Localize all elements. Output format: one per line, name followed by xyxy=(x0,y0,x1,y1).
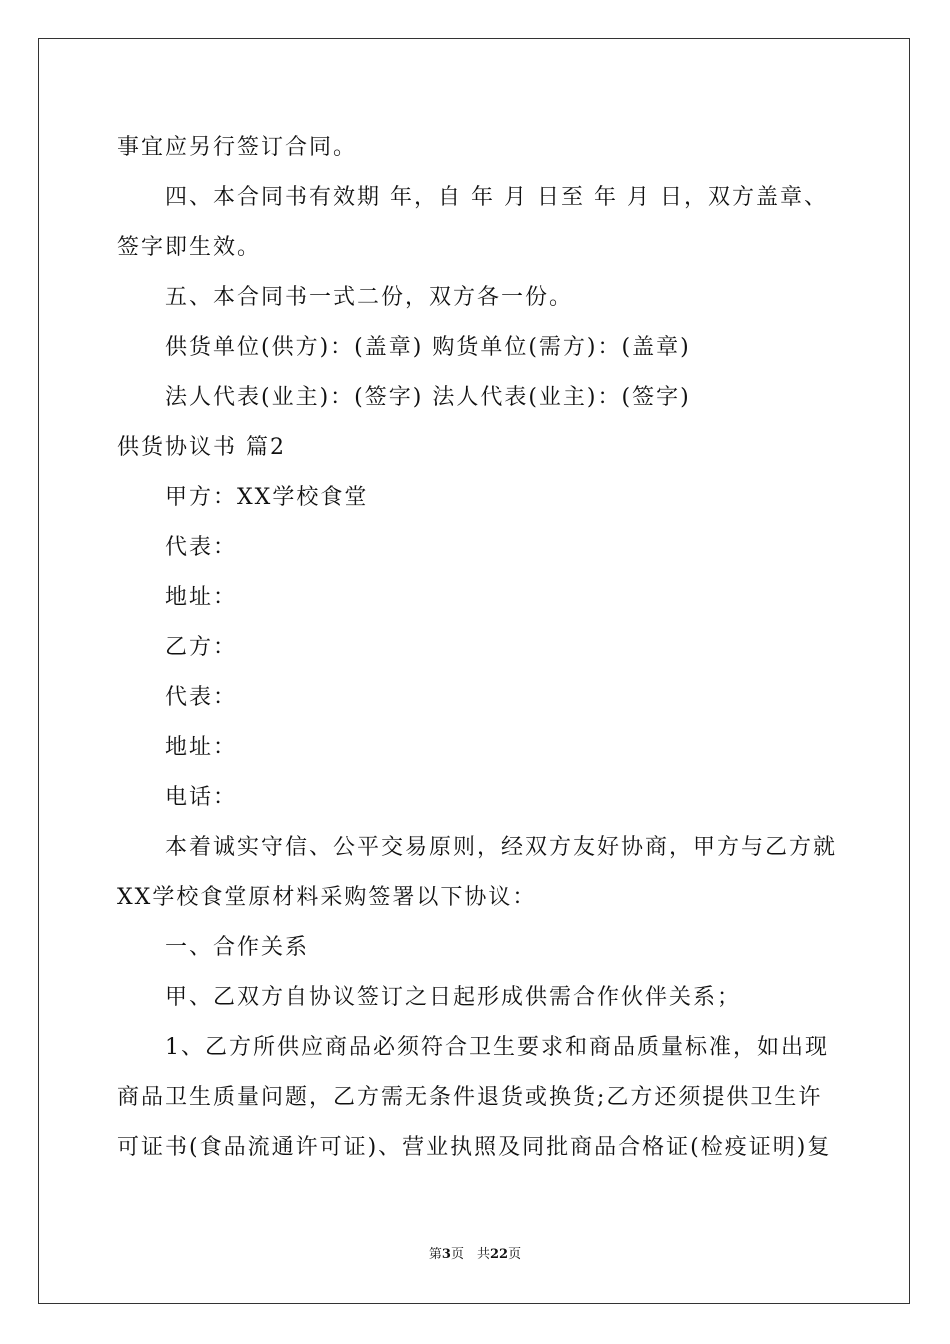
page-number-footer xyxy=(0,1246,950,1264)
text-line: 1、乙方所供应商品必须符合卫生要求和商品质量标准，如出现 xyxy=(165,1035,829,1060)
party-a-address: 地址： xyxy=(165,585,238,610)
footer-mid: 页 共 xyxy=(450,1247,490,1262)
footer-suffix: 页 xyxy=(508,1247,522,1262)
text-line: XX学校食堂原材料采购签署以下协议： xyxy=(117,885,537,910)
party-a-representative: 代表： xyxy=(165,535,238,560)
text-line: 可证书(食品流通许可证)、营业执照及同批商品合格证(检疫证明)复 xyxy=(117,1135,832,1160)
section-heading: 供货协议书 篇2 xyxy=(117,435,286,460)
text-line: 本着诚实守信、公平交易原则，经双方友好协商，甲方与乙方就 xyxy=(165,835,838,860)
party-b-phone: 电话： xyxy=(165,785,238,810)
party-b-name: 乙方： xyxy=(165,635,238,660)
text-line: 商品卫生质量问题，乙方需无条件退货或换货;乙方还须提供卫生许 xyxy=(117,1085,823,1110)
party-b-representative: 代表： xyxy=(165,685,238,710)
text-line: 四、本合同书有效期 年，自 年 月 日至 年 月 日，双方盖章、 xyxy=(165,185,828,210)
text-line: 法人代表(业主)：(签字) 法人代表(业主)：(签字) xyxy=(165,385,691,410)
text-line: 供货单位(供方)：(盖章) 购货单位(需方)：(盖章) xyxy=(165,335,691,360)
total-page-number: 22 xyxy=(489,1247,509,1262)
text-line: 五、本合同书一式二份，双方各一份。 xyxy=(165,285,574,310)
text-line: 签字即生效。 xyxy=(117,235,262,260)
current-page-number: 3 xyxy=(441,1247,451,1262)
clause-heading: 一、合作关系 xyxy=(165,935,310,960)
text-line: 事宜应另行签订合同。 xyxy=(117,135,358,160)
party-b-address: 地址： xyxy=(165,735,238,760)
footer-prefix: 第 xyxy=(428,1247,442,1262)
party-a-name: 甲方：XX学校食堂 xyxy=(165,485,369,510)
text-line: 甲、乙双方自协议签订之日起形成供需合作伙伴关系； xyxy=(165,985,742,1010)
